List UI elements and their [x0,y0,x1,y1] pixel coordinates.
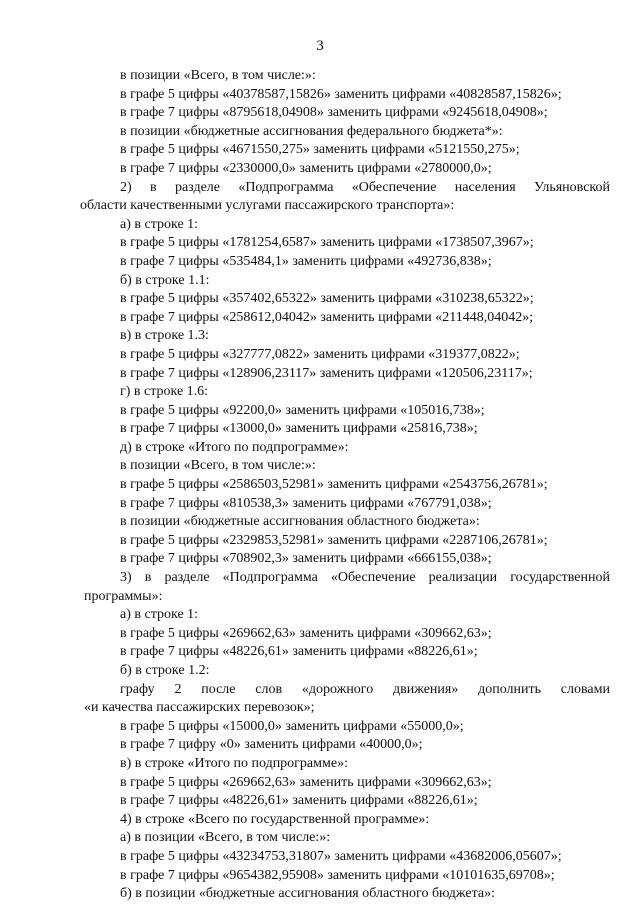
text-line: в графе 7 цифры «258612,04042» заменить цифрами «211448,04042»; [120,309,534,325]
text-line: в графе 7 цифры «9654382,95908» заменить цифрами «10101635,69708»; [120,867,555,883]
text-line: в графе 7 цифры «535484,1» заменить цифрами «492736,838»; [120,253,492,269]
text-line: в графе 5 цифры «15000,0» заменить цифрами «55000,0»; [120,718,464,734]
text-line: в позиции «бюджетные ассигнования областного бюджета»: [120,514,480,530]
text-line: в графе 7 цифры «708902,3» заменить цифрами «666155,038»; [120,551,492,567]
page-number: 3 [316,38,324,54]
text-line: д) в строке «Итого по подпрограмме»: [120,439,349,455]
text-line: 3) в разделе «Подпрограмма «Обеспечение реализации государственной [120,570,610,586]
text-line: в графе 5 цифры «43234753,31807» заменить цифрами «43682006,05607»; [120,848,562,864]
text-line: в) в строке 1.3: [120,328,209,344]
text-line: в графе 5 цифры «40378587,15826» заменить цифрами «40828587,15826»; [120,86,562,102]
text-line: г) в строке 1.6: [120,384,209,400]
text-line: в графе 7 цифры «128906,23117» заменить цифрами «120506,23117»; [120,365,533,381]
text-line: в позиции «бюджетные ассигнования федерального бюджета*»: [120,123,503,139]
text-line: в графе 5 цифры «2329853,52981» заменить цифрами «2287106,26781»; [120,532,548,548]
text-line: в графе 7 цифру «0» заменить цифрами «40000,0»; [120,737,423,753]
text-line: в) в строке «Итого по подпрограмме»: [120,755,348,771]
text-line: в графе 5 цифры «4671550,275» заменить цифрами «5121550,275»; [120,142,520,158]
text-line: в графе 7 цифры «810538,3» заменить цифрами «767791,038»; [120,495,492,511]
document-body [80,67,610,904]
text-line: в позиции «Всего, в том числе:»: [120,68,316,83]
text-line: в графе 5 цифры «269662,63» заменить цифрами «309662,63»; [120,774,492,790]
text-line: а) в строке 1: [120,216,199,232]
text-line: в графе 5 цифры «357402,65322» заменить цифрами «310238,65322»; [120,291,534,307]
text-line: области качественными услугами пассажирского транспорта»: [80,198,455,214]
text-line: в графе 5 цифры «2586503,52981» заменить цифрами «2543756,26781»; [120,477,548,493]
text-line: 2) в разделе «Подпрограмма «Обеспечение населения Ульяновской [120,179,610,195]
text-line: б) в строке 1.2: [120,663,210,678]
text-line: 4) в строке «Всего по государственной программе»: [120,811,430,827]
text-line: а) в позиции «Всего, в том числе:»: [120,830,331,846]
text-line: б) в строке 1.1: [120,272,210,288]
text-line: программы»: [84,588,163,604]
text-line: в графе 7 цифры «48226,61» заменить цифрами «88226,61»; [120,793,478,809]
text-line: в позиции «Всего, в том числе:»: [120,458,316,474]
text-line: графу 2 после слов «дорожного движения» дополнить словами [120,681,610,697]
text-line: в графе 5 цифры «327777,0822» заменить цифрами «319377,0822»; [120,346,520,362]
text-line: в графе 5 цифры «92200,0» заменить цифрами «105016,738»; [120,402,485,418]
text-line: «и качества пассажирских перевозок»; [84,700,315,716]
text-line: в графе 7 цифры «8795618,04908» заменить цифрами «9245618,04908»; [120,105,548,121]
text-line: в графе 5 цифры «269662,63» заменить цифрами «309662,63»; [120,625,492,641]
text-line: в графе 5 цифры «1781254,6587» заменить цифрами «1738507,3967»; [120,235,534,251]
text-line: в графе 7 цифры «2330000,0» заменить цифрами «2780000,0»; [120,160,492,176]
text-line: б) в позиции «бюджетные ассигнования областного бюджета»: [120,886,496,902]
text-line: в графе 7 цифры «13000,0» заменить цифрами «25816,738»; [120,421,478,437]
text-line: в графе 7 цифры «48226,61» заменить цифрами «88226,61»; [120,644,478,660]
text-line: а) в строке 1: [120,607,199,623]
